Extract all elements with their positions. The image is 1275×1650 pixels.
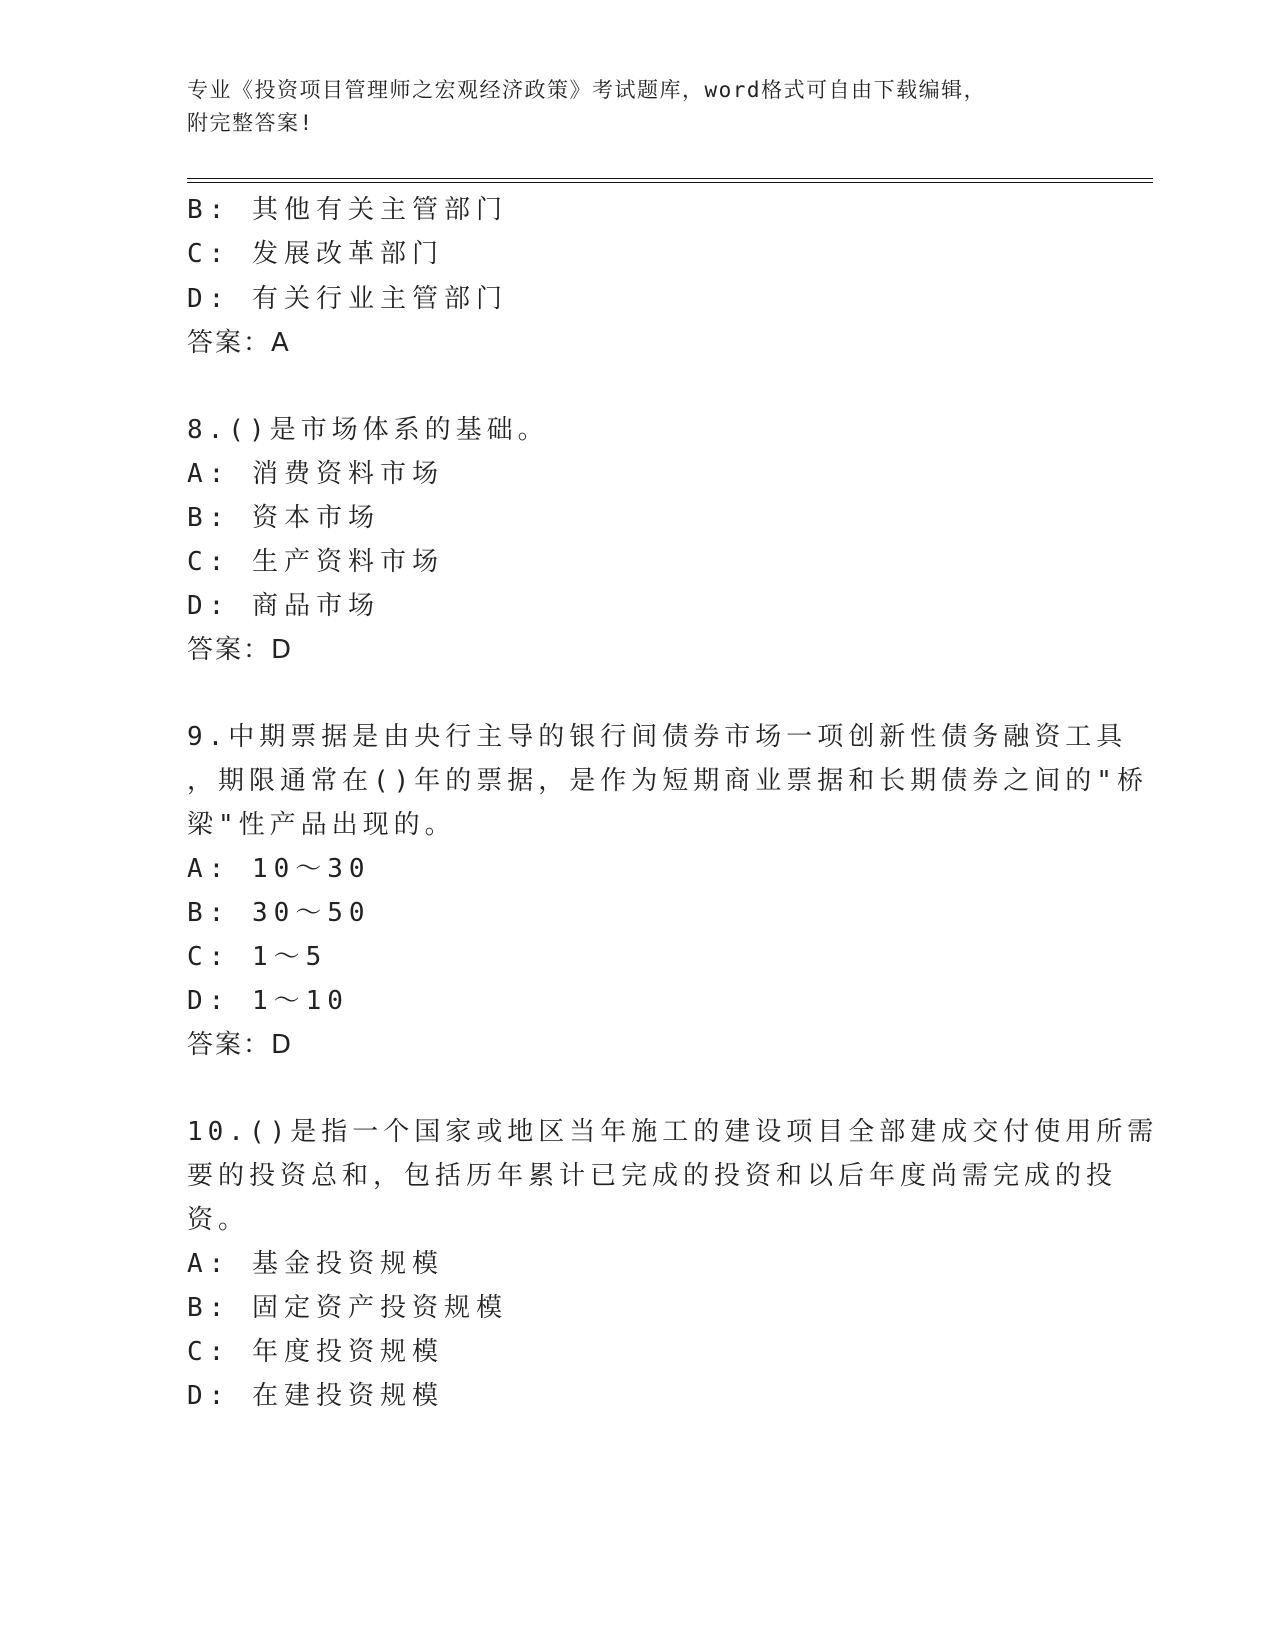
- q10-option-a: A: 基金投资规模: [187, 1249, 444, 1279]
- q7-option-b: B: 其他有关主管部门: [187, 195, 508, 225]
- header-line-2: 附完整答案!: [187, 111, 314, 135]
- q10-option-c: C: 年度投资规模: [187, 1337, 444, 1367]
- header-divider-bottom: [187, 182, 1153, 183]
- q9-stem-line-1: 9.中期票据是由央行主导的银行间债券市场一项创新性债务融资工具: [187, 722, 1128, 752]
- header-line-1: 专业《投资项目管理师之宏观经济政策》考试题库，word格式可自由下载编辑，: [187, 78, 987, 102]
- q9-option-a: A: 10～30: [187, 854, 371, 884]
- q8-option-b: B: 资本市场: [187, 503, 380, 533]
- q10-stem-line-2: 要的投资总和，包括历年累计已完成的投资和以后年度尚需完成的投: [187, 1161, 1118, 1191]
- q7-option-d: D: 有关行业主管部门: [187, 284, 508, 314]
- q9-option-c: C: 1～5: [187, 942, 328, 972]
- q8-option-a: A: 消费资料市场: [187, 459, 444, 489]
- q9-option-b: B: 30～50: [187, 898, 371, 928]
- q9-stem-line-3: 梁"性产品出现的。: [187, 810, 456, 840]
- q10-option-b: B: 固定资产投资规模: [187, 1293, 508, 1323]
- q9-answer: 答案：D: [187, 1030, 294, 1060]
- header-divider-top: [187, 178, 1153, 179]
- q8-option-c: C: 生产资料市场: [187, 547, 444, 577]
- q7-answer: 答案：A: [187, 328, 291, 358]
- q7-option-c: C: 发展改革部门: [187, 239, 444, 269]
- q9-option-d: D: 1～10: [187, 986, 349, 1016]
- q8-answer: 答案：D: [187, 635, 294, 665]
- q8-stem: 8.()是市场体系的基础。: [187, 415, 549, 445]
- q9-stem-line-2: ，期限通常在()年的票据，是作为短期商业票据和长期债券之间的"桥: [187, 766, 1148, 796]
- q10-stem-line-1: 10.()是指一个国家或地区当年施工的建设项目全部建成交付使用所需: [187, 1117, 1159, 1147]
- q10-option-d: D: 在建投资规模: [187, 1381, 444, 1411]
- q8-option-d: D: 商品市场: [187, 591, 380, 621]
- document-header: [187, 74, 1087, 140]
- q10-stem-line-3: 资。: [187, 1205, 250, 1235]
